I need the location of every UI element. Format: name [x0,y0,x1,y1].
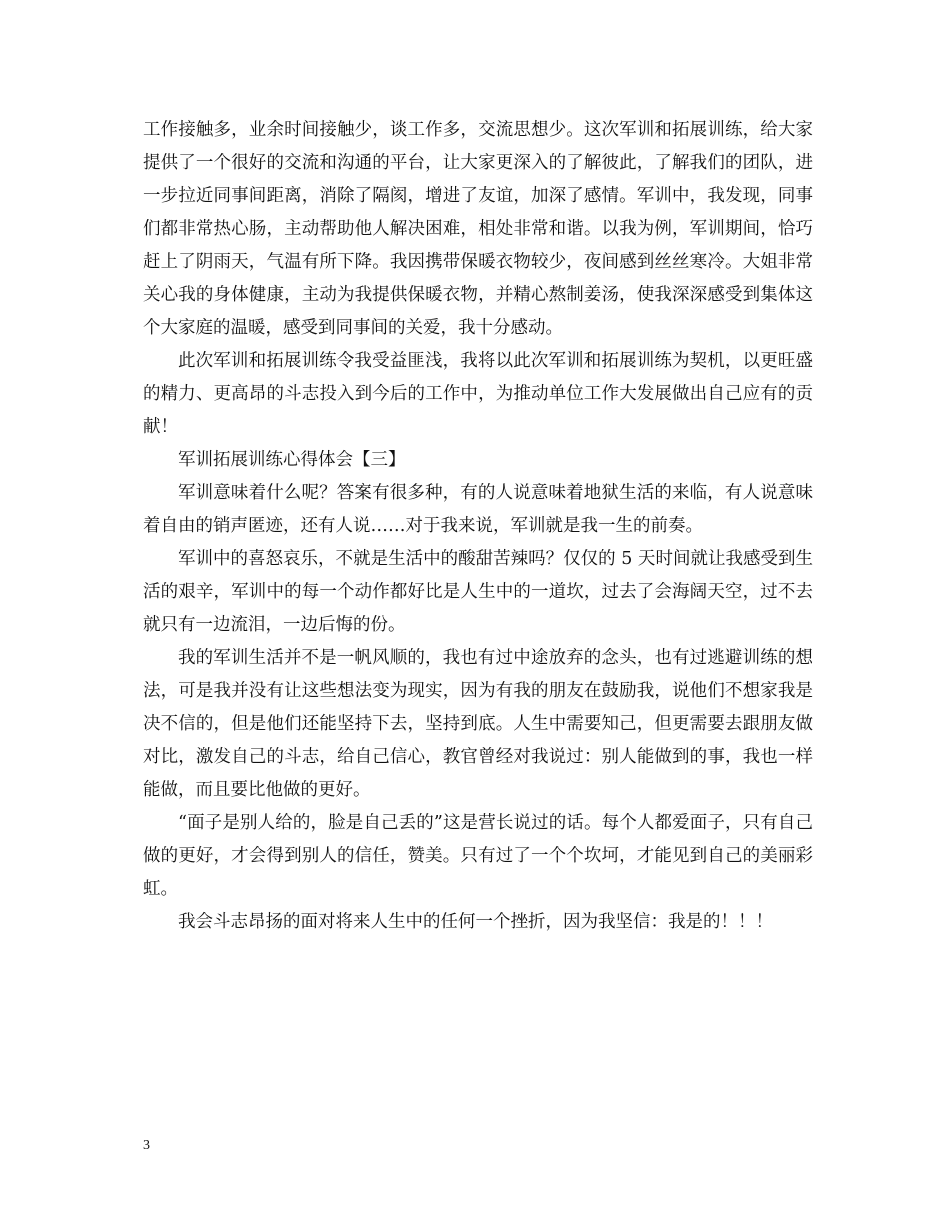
paragraph-continued: 工作接触多，业余时间接触少，谈工作多，交流思想少。这次军训和拓展训练，给大家提供了一个很好的交流和沟通的平台，让大家更深入的了解彼此，了解我们的团队，进一步拉近同事间距离，消除了隔阂，增进了友谊，加深了感情。军训中，我发现，同事们都非常热心肠，主动帮助他人解决困难，相处非常和谐。以我为例，军训期间，恰巧赶上了阴雨天，气温有所下降。我因携带保暖衣物较少，夜间感到丝丝寒冷。大姐非常关心我的身体健康，主动为我提供保暖衣物，并精心熬制姜汤，使我深深感受到集体这个大家庭的温暖，感受到同事间的关爱，我十分感动。 [143,120,813,338]
paragraph: “面子是别人给的，脸是自己丢的”这是营长说过的话。每个人都爱面子，只有自己做的更好，才会得到别人的信任，赞美。只有过了一个个坎坷，才能见到自己的美丽彩虹。 [143,813,813,899]
page-number: 3 [143,1138,150,1153]
paragraph: 此次军训和拓展训练令我受益匪浅，我将以此次军训和拓展训练为契机，以更旺盛的精力、更高昂的斗志投入到今后的工作中，为推动单位工作大发展做出自己应有的贡献！ [143,351,813,437]
paragraph: 我的军训生活并不是一帆风顺的，我也有过中途放弃的念头，也有过逃避训练的想法，可是我并没有让这些想法变为现实，因为有我的朋友在鼓励我，说他们不想家我是决不信的，但是他们还能坚持下去，坚持到底。人生中需要知己，但更需要去跟朋友做对比，激发自己的斗志，给自己信心，教官曾经对我说过：别人能做到的事，我也一样能做，而且要比他做的更好。 [143,648,813,800]
document-body [143,114,813,939]
paragraph: 军训意味着什么呢？答案有很多种，有的人说意味着地狱生活的来临，有人说意味着自由的销声匿迹，还有人说……对于我来说，军训就是我一生的前奏。 [143,483,813,536]
section-heading: 军训拓展训练心得体会【三】 [178,450,406,470]
paragraph: 我会斗志昂扬的面对将来人生中的任何一个挫折，因为我坚信：我是的！！！ [178,912,773,932]
paragraph: 军训中的喜怒哀乐，不就是生活中的酸甜苦辣吗？仅仅的 5 天时间就让我感受到生活的艰辛，军训中的每一个动作都好比是人生中的一道坎，过去了会海阔天空，过不去就只有一边流泪，一边后悔的份。 [143,549,813,635]
